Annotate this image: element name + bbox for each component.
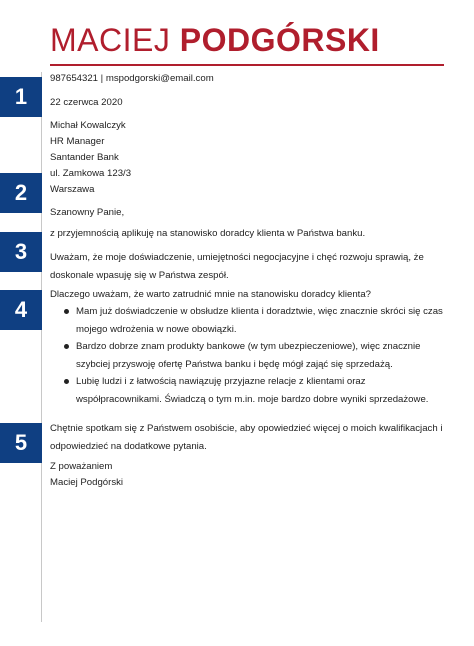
recipient-city: Warszawa xyxy=(50,184,95,195)
closing-regards: Z poważaniem xyxy=(50,461,113,472)
recipient-company: Santander Bank xyxy=(50,152,119,163)
salutation: Szanowny Panie, xyxy=(50,207,125,218)
paragraph-3-intro: Dlaczego uważam, że warto zatrudnić mnie na stanowisku doradcy klienta? xyxy=(50,289,372,300)
left-margin-line xyxy=(41,72,42,622)
bullet-icon xyxy=(64,344,69,349)
list-item-text: Lubię ludzi i z łatwością nawiązuję przyjazne relacje z klientami oraz współpracownikami. Świadczą o tym m.in. moje bardzo dobre wyniki sprzedażowe. xyxy=(76,376,429,405)
list-item xyxy=(50,373,444,408)
section-number-4: 4 xyxy=(0,290,42,330)
applicant-first-name: MACIEJ xyxy=(50,22,171,58)
recipient-title: HR Manager xyxy=(50,136,105,147)
applicant-last-name: PODGÓRSKI xyxy=(179,22,380,58)
header-divider xyxy=(50,64,444,66)
section-number-3: 3 xyxy=(0,232,42,272)
list-item xyxy=(50,303,444,338)
contact-info: 987654321 | mspodgorski@email.com xyxy=(50,73,214,84)
section-number-1: 1 xyxy=(0,77,42,117)
list-item xyxy=(50,338,444,373)
bullet-icon xyxy=(64,379,69,384)
section-number-2: 2 xyxy=(0,173,42,213)
recipient-street: ul. Zamkowa 123/3 xyxy=(50,168,132,179)
letter-date: 22 czerwca 2020 xyxy=(50,97,123,108)
bullet-icon xyxy=(64,309,69,314)
section-number-5: 5 xyxy=(0,423,42,463)
recipient-name: Michał Kowalczyk xyxy=(50,120,126,131)
reasons-list xyxy=(50,303,444,408)
signature: Maciej Podgórski xyxy=(50,477,124,488)
list-item-text: Mam już doświadczenie w obsłudze klienta i doradztwie, więc znacznie skróci się czas mojego wdrożenia w nowe obowiązki. xyxy=(76,306,443,335)
list-item-text: Bardzo dobrze znam produkty bankowe (w tym ubezpieczeniowe), więc znacznie szybciej przyswoję ofertę Państwa banku i będę mógł zająć się sprzedażą. xyxy=(76,341,421,370)
applicant-name xyxy=(50,22,380,59)
paragraph-2: Uważam, że moje doświadczenie, umiejętności negocjacyjne i chęć rozwoju sprawią, że doskonale wpasuję się w Państwa zespół. xyxy=(50,252,424,281)
paragraph-5: Chętnie spotkam się z Państwem osobiście, aby opowiedzieć więcej o moich kwalifikacjach i odpowiedzieć na dodatkowe pytania. xyxy=(50,423,443,452)
paragraph-1: z przyjemnością aplikuję na stanowisko doradcy klienta w Państwa banku. xyxy=(50,228,366,239)
